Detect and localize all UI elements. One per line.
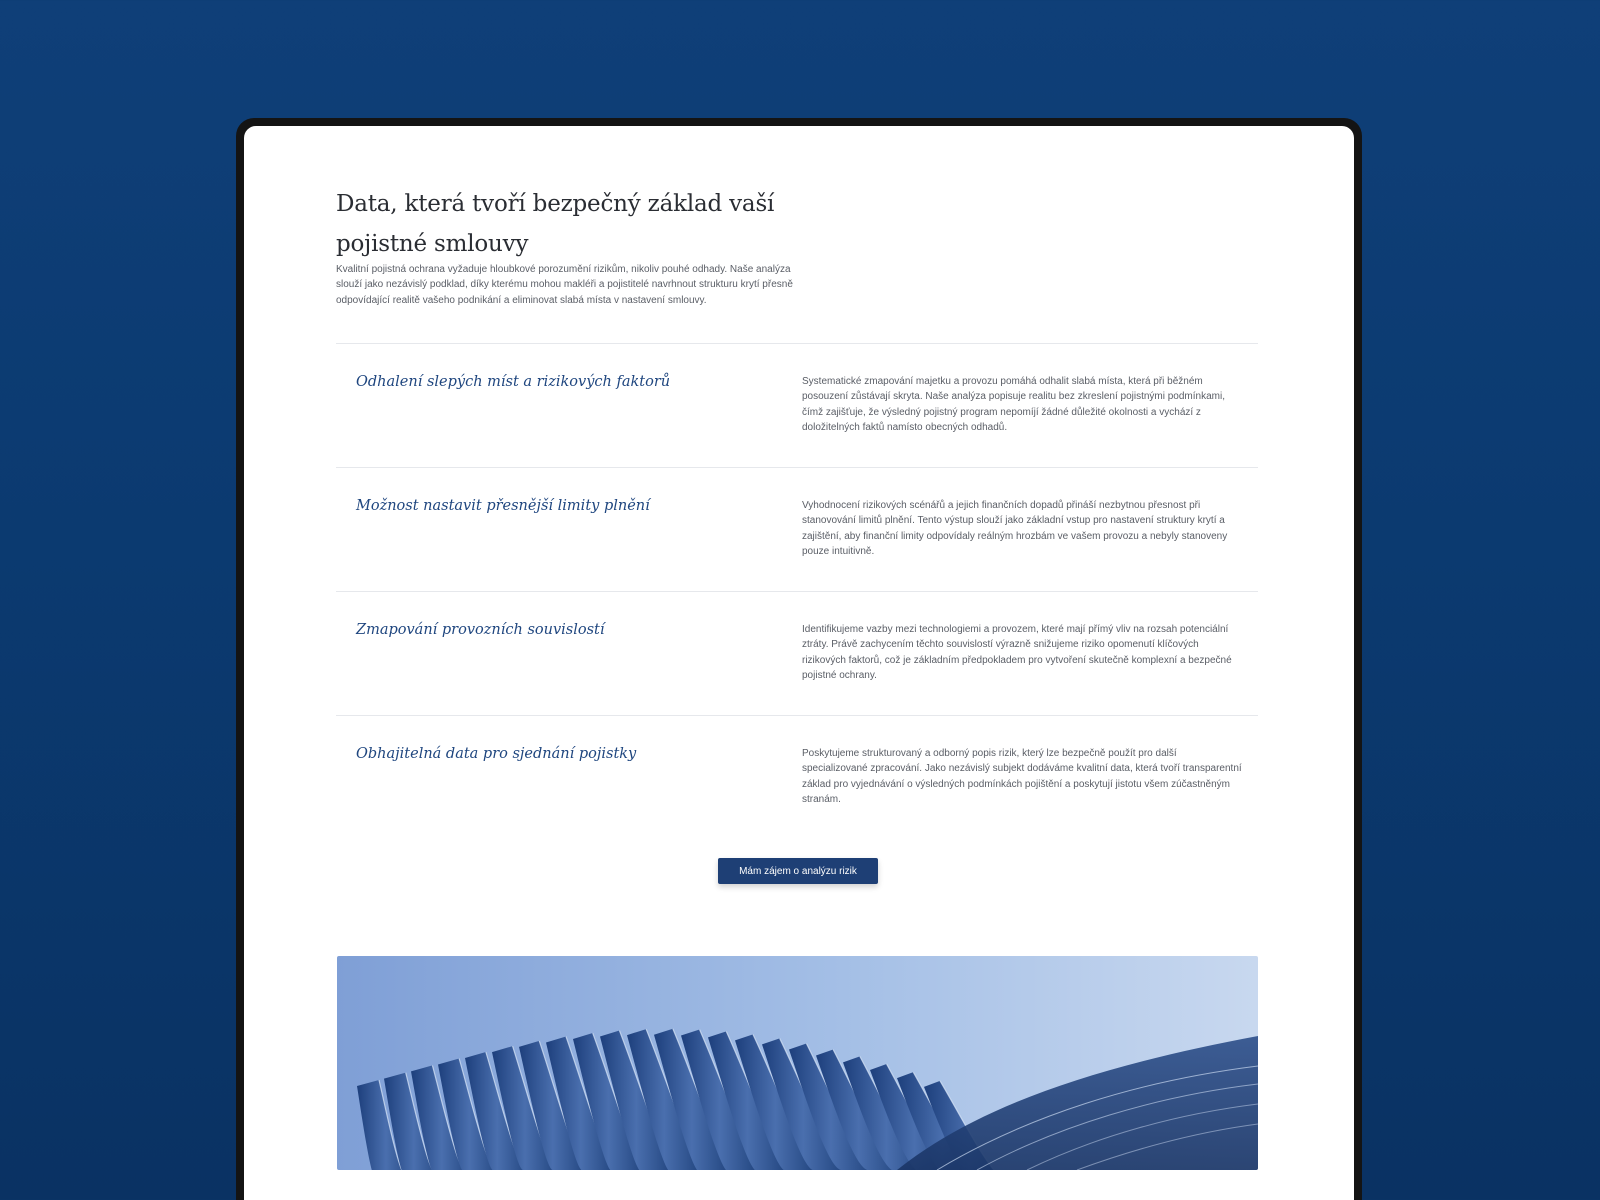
intro-paragraph: Kvalitní pojistná ochrana vyžaduje hloubkové porozumění rizikům, nikoliv pouhé odhady. Naše analýza slouží jako nezávislý podklad, díky kterému mohou makléři a pojistitelé navrhnout strukturu krytí přesně odpovídající realitě vašeho podnikání a eliminovat slabá místa v nastavení smlouvy.	[336, 264, 793, 306]
page-title: Data, která tvoří bezpečný základ vaší pojistné smlouvy	[336, 191, 775, 257]
feature-description: Systematické zmapování majetku a provozu pomáhá odhalit slabá místa, která při běžném posouzení zůstávají skryta. Naše analýza popisuje realitu bez zkreslení pojistnými podmínkami, čímž zajišťuje, že výsledný pojistný program nepomíjí žádné důležité okolnosti a vychází z doložitelných faktů namísto obecných odhadů.	[802, 376, 1225, 434]
feature-description: Vyhodnocení rizikových scénářů a jejich finančních dopadů přináší nezbytnou přesnost při stanovování limitů plnění. Tento výstup slouží jako základní vstup pro nastavení struktury krytí a zajištění, aby finanční limity odpovídaly reálným hrozbám ve vašem provozu a nebyly stanoveny pouze intuitivně.	[802, 500, 1228, 558]
device-frame	[236, 118, 1362, 1200]
feature-row-defensible-data	[336, 715, 1258, 839]
feature-title: Odhalení slepých míst a rizikových faktorů	[356, 374, 671, 390]
browser-viewport	[244, 126, 1354, 1200]
feature-row-operations	[336, 591, 1258, 715]
feature-row-blind-spots	[336, 343, 1258, 467]
feature-description: Poskytujeme strukturovaný a odborný popis rizik, který lze bezpečně použít pro další specializované zpracování. Jako nezávislý subjekt dodáváme kvalitní data, která tvoří transparentní základ pro vyjednávání o výsledných podmínkách pojištění a poskytují jistotu všem zúčastněným stranám.	[802, 748, 1242, 806]
feature-title: Obhajitelná data pro sjednání pojistky	[356, 746, 637, 762]
architecture-photo	[337, 956, 1258, 1170]
feature-title: Možnost nastavit přesnější limity plnění	[356, 498, 650, 514]
feature-title: Zmapování provozních souvislostí	[356, 622, 605, 638]
architecture-hero-image	[337, 956, 1258, 1170]
feature-description: Identifikujeme vazby mezi technologiemi a provozem, které mají přímý vliv na rozsah potenciální ztráty. Právě zachycením těchto souvislostí výrazně snižujeme riziko opomenutí klíčových rizikových faktorů, což je základním předpokladem pro vytvoření skutečně komplexní a bezpečné pojistné ochrany.	[802, 624, 1232, 682]
feature-row-limits	[336, 467, 1258, 591]
risk-analysis-cta-button[interactable]: Mám zájem o analýzu rizik	[718, 858, 878, 884]
feature-list	[336, 343, 1258, 839]
